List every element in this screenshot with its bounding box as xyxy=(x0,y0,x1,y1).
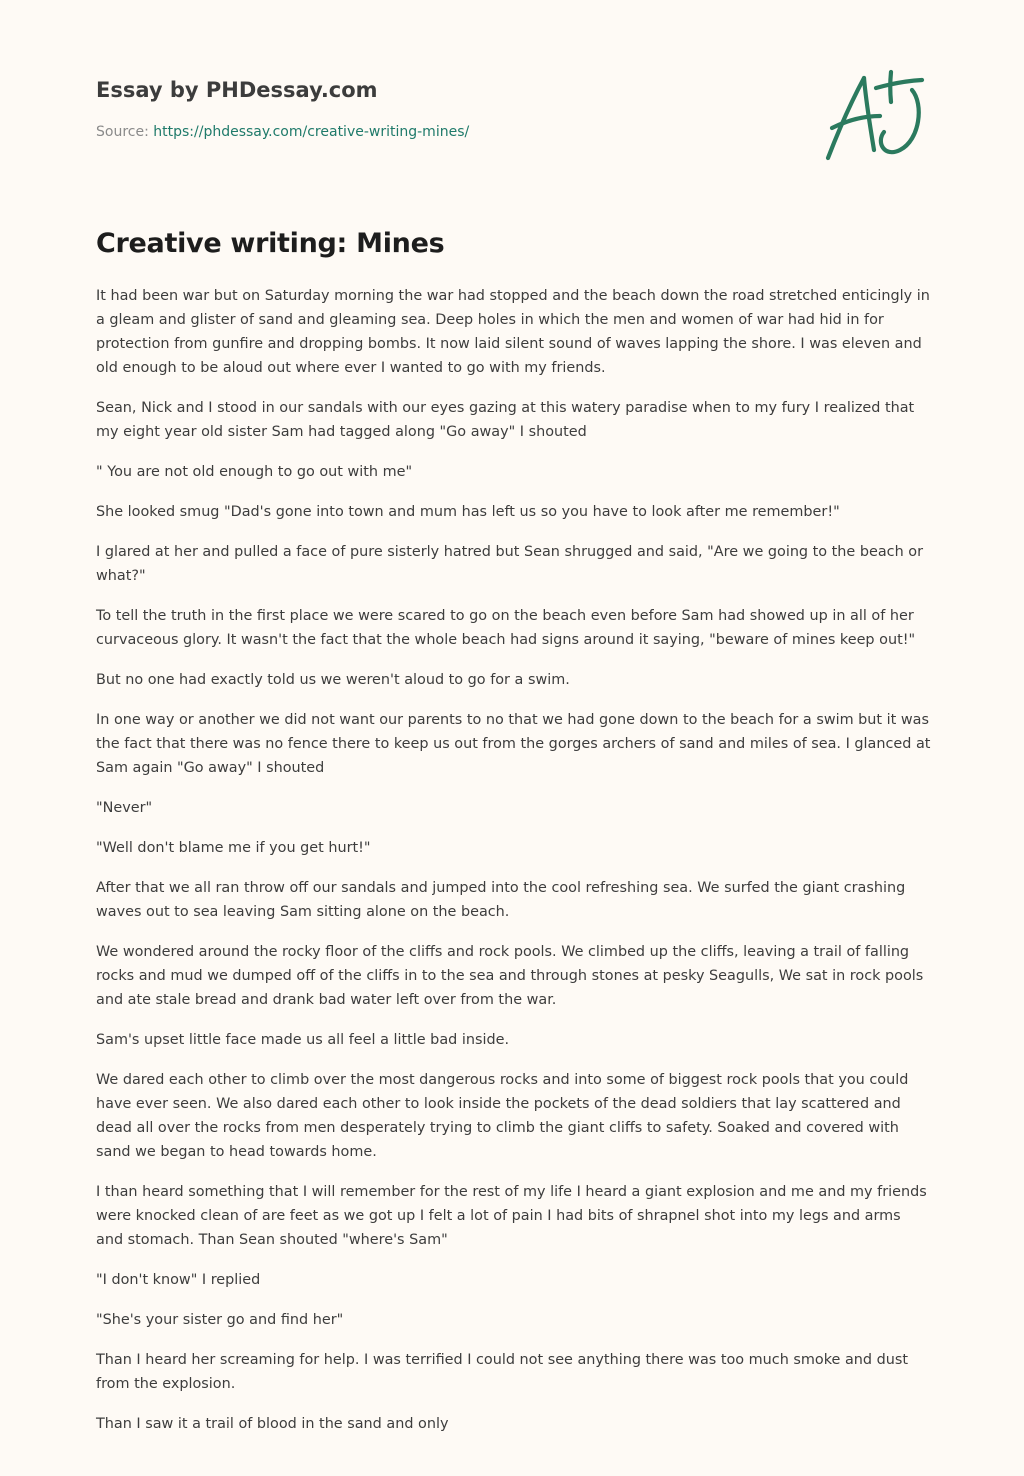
paragraph: But no one had exactly told us we weren't aloud to go for a swim. xyxy=(96,672,570,688)
essay-title: Creative writing: Mines xyxy=(96,228,445,259)
paragraph: "She's your sister go and find her" xyxy=(96,1312,344,1328)
a-plus-logo-icon xyxy=(820,66,930,166)
paragraph: To tell the truth in the first place we were scared to go on the beach even before Sam had showed up in all of her curvaceous glory. It wasn't the fact that the whole beach had signs around it saying, "beware of mines keep out!" xyxy=(96,608,916,648)
paragraph: After that we all ran throw off our sandals and jumped into the cool refreshing sea. We surfed the giant crashing waves out to sea leaving Sam sitting alone on the beach. xyxy=(96,880,906,920)
paragraph: It had been war but on Saturday morning the war had stopped and the beach down the road stretched enticingly in a gleam and glister of sand and gleaming sea. Deep holes in which the men and women of war had hid in for protection from gunfire and dropping bombs. It now laid silent sound of waves lapping the shore. I was eleven and old enough to be aloud out where ever I wanted to go with my friends. xyxy=(96,288,930,376)
paragraph: I than heard something that I will remember for the rest of my life I heard a giant explosion and me and my friends were knocked clean of are feet as we got up I felt a lot of pain I had bits of shrapnel shot into my legs and arms and stomach. Than Sean shouted "where's Sam" xyxy=(96,1184,927,1248)
paragraph: She looked smug "Dad's gone into town and mum has left us so you have to look after me remember!" xyxy=(96,504,840,520)
paragraph: We wondered around the rocky floor of the cliffs and rock pools. We climbed up the cliffs, leaving a trail of falling rocks and mud we dumped off of the cliffs in to the sea and through stones at pesky Seagulls, We sat in rock pools and ate stale bread and drank bad water left over from the war. xyxy=(96,944,924,1008)
paragraph: "Well don't blame me if you get hurt!" xyxy=(96,840,371,856)
source-label: Source: xyxy=(96,124,149,140)
source-line xyxy=(96,122,936,142)
paragraph: "I don't know" I replied xyxy=(96,1272,261,1288)
site-title: Essay by PHDessay.com xyxy=(96,78,378,102)
paragraph: I glared at her and pulled a face of pure sisterly hatred but Sean shrugged and said, "Are we going to the beach or what?" xyxy=(96,544,923,584)
paragraph: We dared each other to climb over the most dangerous rocks and into some of biggest rock pools that you could have ever seen. We also dared each other to look inside the pockets of the dead soldiers that lay scattered and dead all over the rocks from men desperately trying to climb the giant cliffs to safety. Soaked and covered with sand we began to head towards home. xyxy=(96,1072,909,1160)
paragraph: " You are not old enough to go out with me" xyxy=(96,464,413,480)
paragraph: In one way or another we did not want our parents to no that we had gone down to the beach for a swim but it was the fact that there was no fence there to keep us out from the gorges archers of sand and miles of sea. I glanced at Sam again "Go away" I shouted xyxy=(96,712,931,776)
essay-body xyxy=(96,284,932,1452)
source-link[interactable]: https://phdessay.com/creative-writing-mines/ xyxy=(153,124,470,140)
paragraph: "Never" xyxy=(96,800,153,816)
paragraph: Than I heard her screaming for help. I was terrified I could not see anything there was too much smoke and dust from the explosion. xyxy=(96,1352,909,1392)
paragraph: Than I saw it a trail of blood in the sand and only xyxy=(96,1416,449,1432)
essay-header xyxy=(96,74,936,142)
paragraph: Sam's upset little face made us all feel a little bad inside. xyxy=(96,1032,510,1048)
paragraph: Sean, Nick and I stood in our sandals with our eyes gazing at this watery paradise when to my fury I realized that my eight year old sister Sam had tagged along "Go away" I shouted xyxy=(96,400,915,440)
